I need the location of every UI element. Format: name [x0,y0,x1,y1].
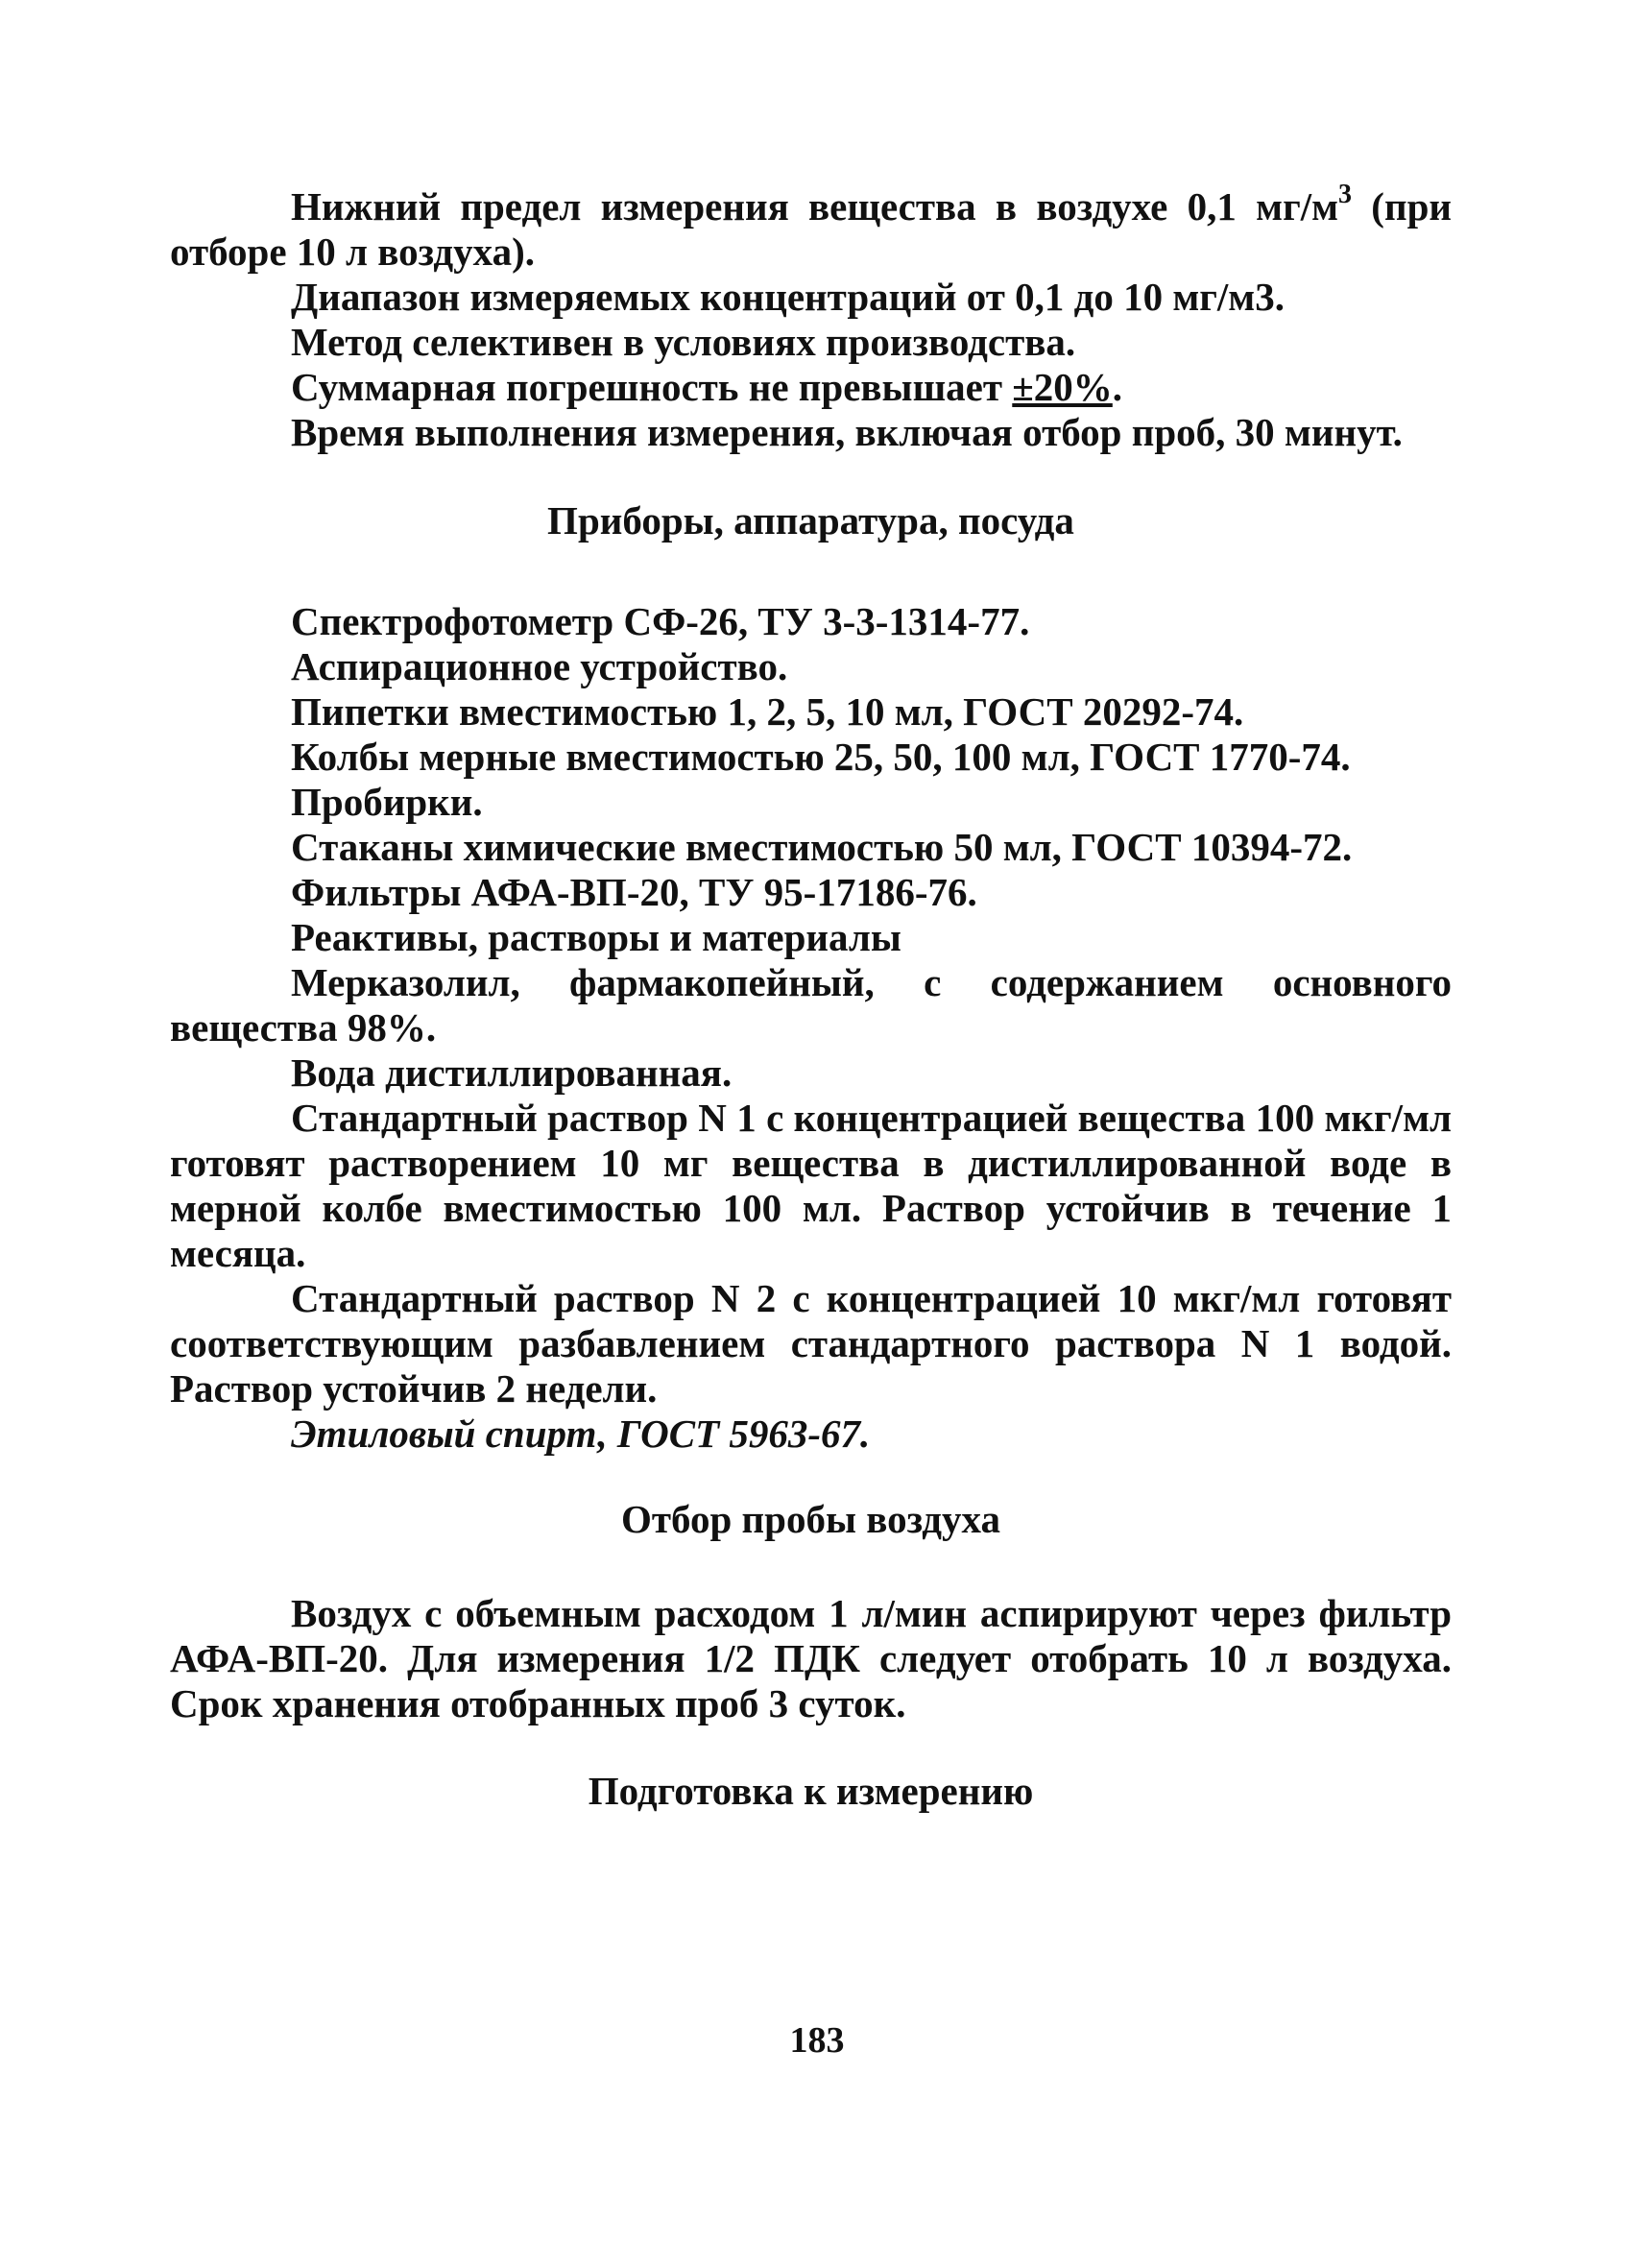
equipment-item: Колбы мерные вместимостью 25, 50, 100 мл, ГОСТ 1770-74. [291,735,1351,779]
selectivity-line: Метод селективен в условиях производства. [291,320,1076,364]
equipment-item: Спектрофотометр СФ-26, ТУ 3-3-1314-77. [291,599,1030,643]
detection-limit-tail: (при отборе 10 л воздуха). [170,184,1453,274]
standard-solution-2-paragraph: Стандартный раствор N 2 с концентрацией 10 мкг/мл готовят соответствующим разбавлением стандартного раствора N 1 водой. Раствор устойчив 2 недели. [170,1276,1452,1411]
standard-solution-1-paragraph: Стандартный раствор N 1 с концентрацией вещества 100 мкг/мл готовят растворением 10 мг вещества в дистиллированной воде в мерной колбе вместимостью 100 мл. Раствор устойчив в течение 1 месяца. [170,1096,1452,1275]
document-page [170,180,1453,1815]
error-value: ±20% [1012,365,1113,409]
ethanol-line: Этиловый спирт, ГОСТ 5963-67. [291,1411,871,1456]
detection-limit-superscript: 3 [1338,180,1353,209]
equipment-item: Аспирационное устройство. [291,644,788,688]
page-number: 183 [789,2020,845,2061]
error-text: Суммарная погрешность не превышает [291,365,1013,409]
equipment-item: Стаканы химические вместимостью 50 мл, ГОСТ 10394-72. [291,825,1353,869]
distilled-water-line: Вода дистиллированная. [291,1050,733,1095]
equipment-item: Фильтры АФА-ВП-20, ТУ 95-17186-76. [291,870,977,914]
section-heading-equipment: Приборы, аппаратура, посуда [547,498,1074,543]
error-tail: . [1112,365,1123,409]
air-sampling-paragraph: Воздух с объемным расходом 1 л/мин аспирируют через фильтр АФА-ВП-20. Для измерения 1/2 ПДК следует отобрать 10 л воздуха. Срок хранения отобранных проб 3 суток. [170,1591,1452,1725]
equipment-item: Пипетки вместимостью 1, 2, 5, 10 мл, ГОСТ 20292-74. [291,689,1244,734]
reagents-heading-line: Реактивы, растворы и материалы [291,915,901,959]
detection-limit-paragraph [170,180,1453,275]
measurement-time-line: Время выполнения измерения, включая отбор проб, 30 минут. [291,410,1403,454]
error-line [170,365,1452,410]
equipment-item: Пробирки. [291,780,483,824]
section-heading-preparation: Подготовка к измерению [588,1769,1034,1813]
detection-limit-text: Нижний предел измерения вещества в воздухе 0,1 мг/м [291,184,1339,229]
merkazolil-paragraph: Мерказолил, фармакопейный, с содержанием основного вещества 98%. [170,960,1452,1050]
section-heading-air-sampling: Отбор пробы воздуха [620,1497,1001,1541]
concentration-range-line: Диапазон измеряемых концентраций от 0,1 до 10 мг/м3. [291,275,1285,319]
